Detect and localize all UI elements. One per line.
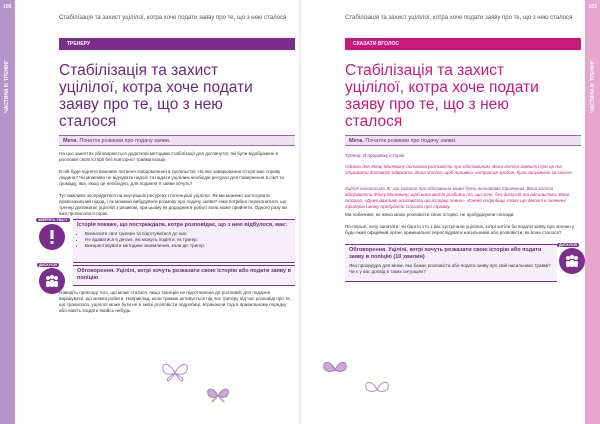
paragraph: Уцілілі наголосила Ж: що сказано про обставини може бути незнайомо тригерам. Вона хотіла відправляти Жінку Малевину, щоб вона могла розбити та, що хоче, без дискусій та насильства. Вона сказала: «Дуже важливо розповісти цю історію певна». Кожній подробиці, тому що деталі в значенні тригерів і можу пробудити спогади про травму. (345, 186, 570, 209)
list-item: • Використовувати методики заземлення, коли діє тригер. (85, 243, 291, 249)
paragraph: Тренер. Я продовжу історію. (345, 153, 406, 158)
paragraph: На цьо заняттях обговорюється додаткові методики стабілізації для доглянутої, які були відображені в ролловій своїх історії без повторної травматизації. (59, 151, 278, 162)
discussion-box-right (345, 244, 557, 282)
page-title-left: Стабілізація та захист уцілілої, котра хоче подати заяву про те, що з нею сталося (59, 62, 253, 130)
butterfly-icon (205, 385, 231, 407)
chapter-label-left: ЧАСТИНА II: ТРЕНІНГ (4, 60, 10, 113)
section-band-left: ТРЕНЕРУ (59, 38, 295, 50)
paragraph: В ній буде підняте важливе питання повідомлення в суспільстві. На яке заварювання історії має справу людина? Чи можливо не відчувати недолі та надати уцілілим необхідні ресурси для повернення в сім'ї та громаду, яка, якщо це необхідно, для подання її заяви хочуть? (59, 169, 284, 186)
page-number-left: 100 (3, 4, 12, 10)
notice-title: Історія покаже, що постраждала, котра розповідає, що з нею відбулося, має: (77, 222, 288, 228)
section-band-right: СКАЗАТИ ВГОЛОС (345, 38, 581, 50)
running-header-left: Стабілізація та захист уцілілої, котра хоче подати заяву про те, що з нею сталося (59, 15, 287, 21)
paragraph: Одного дня Жінці Малевину допомога розповісти про обставинам. Вона хотіла заявити про це та отримати допомогу адвоката. Вона хотіла, щоб чоловіка, котрий це зробив, було засуджено за скоєне. (345, 164, 574, 175)
butterfly-icon (363, 378, 391, 402)
notice-tag: ЗВЕРНІТЬ УВАГУ (38, 218, 68, 222)
paragraph: Наведіть прикладі того, що може статися, якщо тригерів не підготовлена до ролловій; для подання вирішувати, що можна робити. Наприклад, коли травма активується під час тригеру під час розповіді про те, що трапилося, уцілілої може бути не в змозі розповісти подробиці, втрачаючи тоді в правильному порядку або навіть згадати якийсь-небудь. (59, 290, 292, 313)
discussion-title-text: Обговорення. Уцілілі, котрі хочуть розказати свою історію або подати заяву в поліцію (349, 247, 542, 260)
left-page (15, 0, 299, 424)
discussion-text: Яка процедура для жінки, яка бажає розповісти або подати заяву про свій насильнико травмі? Чи є у вас досвід в таких ситуаціях? (349, 263, 551, 274)
right-edge-stripe (585, 0, 600, 424)
page-number-right: 101 (588, 4, 597, 10)
left-edge-stripe (0, 0, 15, 424)
chapter-label-right: ЧАСТИНА II: ТРЕНІНГ (590, 60, 596, 113)
discussion-duration: (10 хвилин) (393, 254, 425, 260)
notice-box (73, 219, 295, 263)
goal-label: Мета. (63, 138, 78, 144)
page-title-right: Стабілізація та захист уцілілої, котра хоче подати заяву про те, що з нею сталося (345, 62, 539, 130)
goal-text: Початок розмови про подачу заяви. (365, 138, 457, 144)
discussion-box-left (73, 265, 295, 286)
goal-bar-right (345, 135, 581, 146)
discussion-title: Обговорення. Уцілілі, котрі хочуть розказати свою історію або подати заяву в поліцію (77, 268, 292, 281)
discussion-tag: ДИСКУСІЯ (559, 243, 577, 247)
discussion-title (349, 247, 553, 261)
group-discussion-icon (559, 248, 585, 274)
butterfly-icon (160, 360, 190, 386)
goal-label: Мета. (349, 138, 364, 144)
butterfly-icon (321, 358, 349, 382)
goal-text: Початок розмови про подачу заяви. (79, 138, 171, 144)
list-item: • Не вдаватися в деталі, які можуть подіяти, як тригер; (85, 237, 291, 243)
right-page (301, 0, 585, 424)
alert-icon (39, 224, 65, 250)
goal-bar-left (59, 135, 295, 146)
paragraph: По-перше, хочу запитати: чи багато хто з вас зустрічали уцілілих, котрі хотіли би подати заяву про злочин у будь-який офіційний орган, кримінально переслідувати насильників або розповісти, як вона сталося? (345, 224, 575, 235)
paragraph: Ми побачимо, як жінка може розповісти свою історію, не пробуджуючи спогади. (345, 212, 515, 217)
list-item: • Визначити свої тригери та підготуватися до них; (85, 231, 291, 237)
running-header-right: Стабілізація та захист уцілілої, котра хоче подати заяву про те, що з нею сталося (345, 15, 573, 21)
discussion-tag: ДИСКУСІЯ (39, 263, 57, 267)
paragraph: Тут важливо зосередитися на внутрішніх ресурсах і потенціалі уцілілої. Як ми можемо застосувати правозахисний підхід, і як можемо вибудувати розмову про подачу заяви? Нам потрібно переконатися, що тренер допомагає уцілілій з ризиком, при цьому як дорадник в роботі вона може прийняти. Одного разу ви вже прописали історію. (59, 193, 287, 216)
notice-list (85, 231, 291, 249)
